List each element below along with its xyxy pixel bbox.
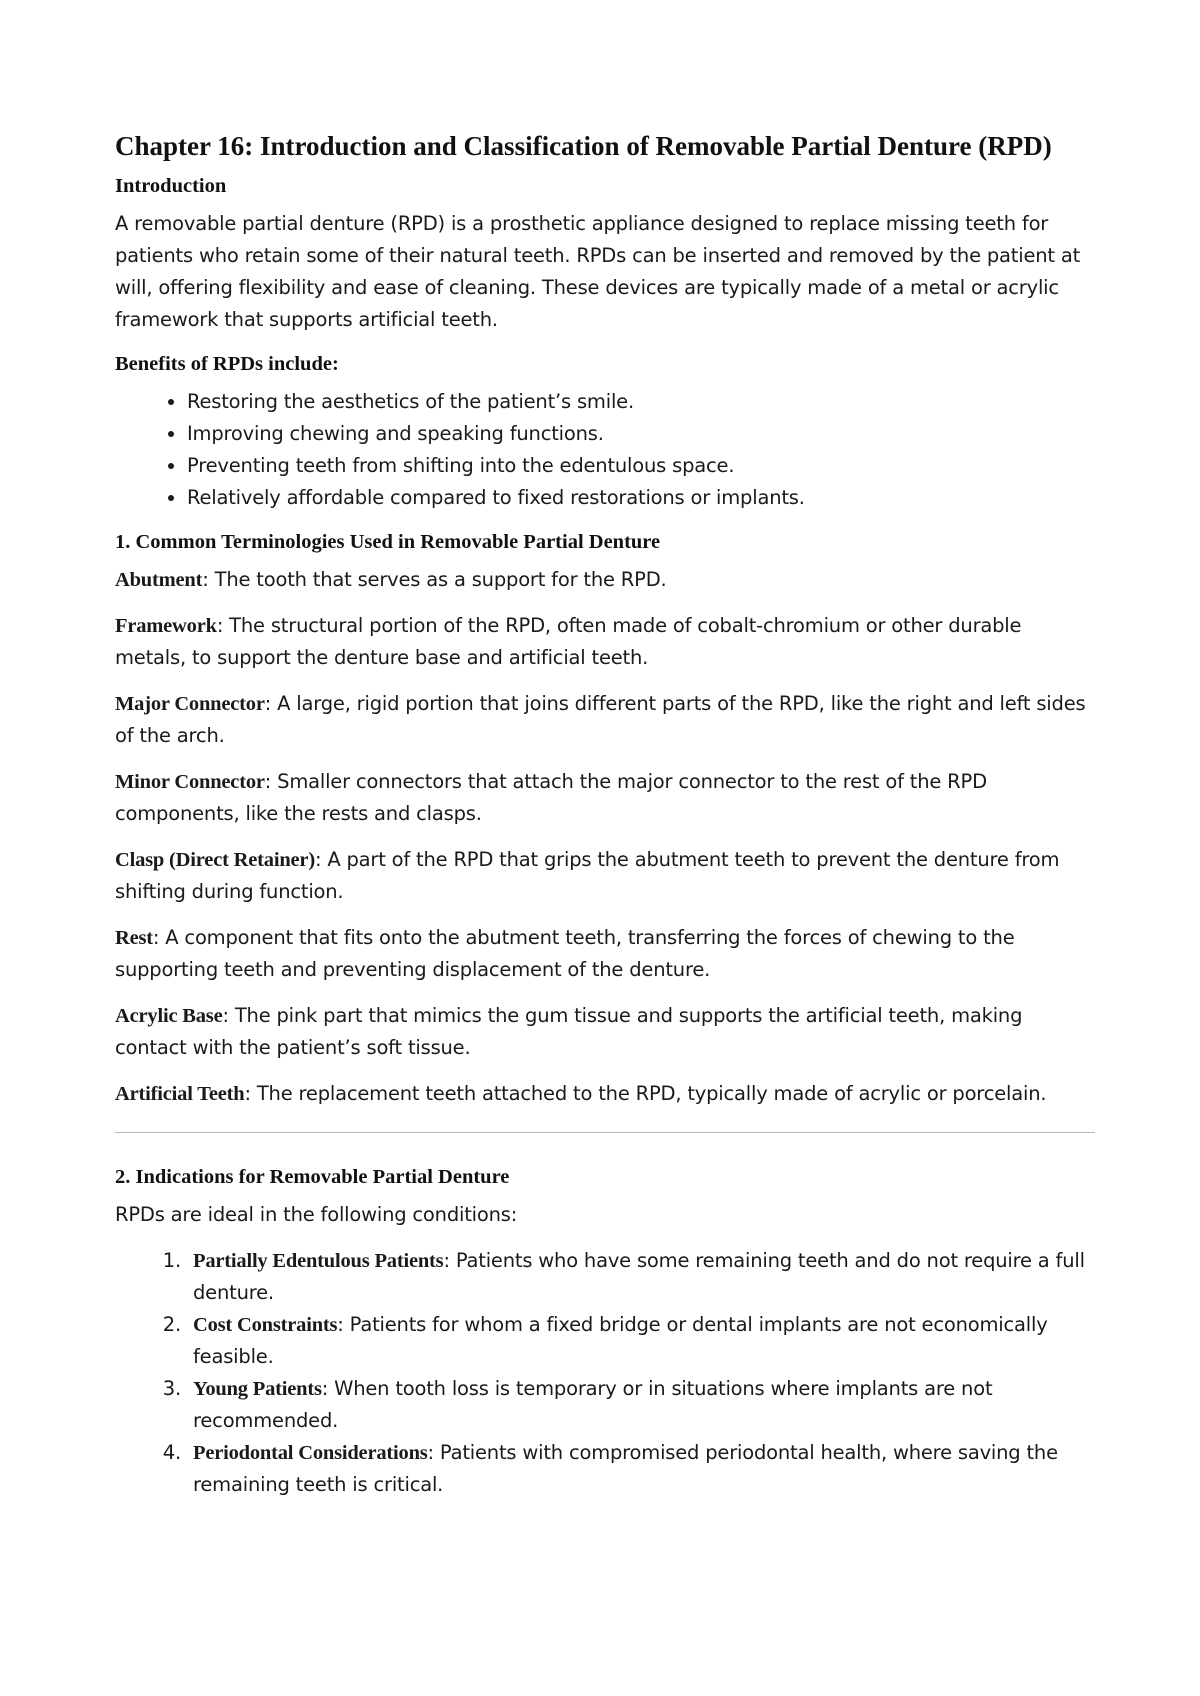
term-entry <box>115 564 1095 596</box>
term-name: Framework <box>115 615 217 637</box>
benefit-item: • Restoring the aesthetics of the patient’s smile. <box>187 386 1095 418</box>
term-name: Artificial Teeth <box>115 1083 245 1105</box>
term-entry <box>115 844 1095 908</box>
indication-item <box>187 1373 1095 1437</box>
section-divider <box>115 1132 1095 1133</box>
benefit-item: • Relatively affordable compared to fixed restorations or implants. <box>187 482 1095 514</box>
intro-paragraph: A removable partial denture (RPD) is a prosthetic appliance designed to replace missing teeth for patients who retain some of their natural teeth. RPDs can be inserted and removed by the patient at will, offering flexibility and ease of cleaning. These devices are typically made of a metal or acrylic framework that supports artificial teeth. <box>115 212 1081 331</box>
term-entry <box>115 1078 1095 1110</box>
indication-text: : Patients with compromised periodontal health, where saving the remaining teeth is critical. <box>193 1441 1058 1496</box>
term-name: Major Connector <box>115 693 265 715</box>
terminology-heading: 1. Common Terminologies Used in Removable Partial Denture <box>115 531 661 553</box>
benefits-list <box>115 386 1095 514</box>
term-entry <box>115 688 1095 752</box>
term-definition: : Smaller connectors that attach the major connector to the rest of the RPD components, like the rests and clasps. <box>115 770 987 825</box>
term-name: Abutment <box>115 569 203 591</box>
term-name: Acrylic Base <box>115 1005 223 1027</box>
term-name: Minor Connector <box>115 771 265 793</box>
indication-item <box>187 1309 1095 1373</box>
document-page <box>115 128 1095 1515</box>
term-definition: : The tooth that serves as a support for the RPD. <box>202 568 667 591</box>
term-name: Rest <box>115 927 153 949</box>
benefits-heading: Benefits of RPDs include: <box>115 353 339 375</box>
term-entry <box>115 922 1095 986</box>
term-entry <box>115 610 1095 674</box>
term-definition: : A large, rigid portion that joins different parts of the RPD, like the right and left sides of the arch. <box>115 692 1086 747</box>
indication-text: : When tooth loss is temporary or in situations where implants are not recommended. <box>193 1377 993 1432</box>
benefit-item: • Improving chewing and speaking functions. <box>187 418 1095 450</box>
indication-item <box>187 1245 1095 1309</box>
term-entry <box>115 766 1095 830</box>
indication-title: Young Patients <box>193 1378 322 1400</box>
indication-text: : Patients who have some remaining teeth and do not require a full denture. <box>193 1249 1085 1304</box>
indication-text: : Patients for whom a fixed bridge or dental implants are not economically feasible. <box>193 1313 1048 1368</box>
term-definition: : The structural portion of the RPD, often made of cobalt-chromium or other durable metals, to support the denture base and artificial teeth. <box>115 614 1022 669</box>
term-definition: : A part of the RPD that grips the abutment teeth to prevent the denture from shifting during function. <box>115 848 1060 903</box>
indication-title: Periodontal Considerations <box>193 1442 428 1464</box>
term-definition: : The pink part that mimics the gum tissue and supports the artificial teeth, making contact with the patient’s soft tissue. <box>115 1004 1023 1059</box>
indication-title: Partially Edentulous Patients <box>193 1250 444 1272</box>
chapter-title: Chapter 16: Introduction and Classification of Removable Partial Denture (RPD) <box>115 131 1052 161</box>
indication-title: Cost Constraints <box>193 1314 338 1336</box>
intro-heading: Introduction <box>115 175 227 197</box>
indications-list <box>115 1245 1095 1501</box>
term-definition: : A component that fits onto the abutment teeth, transferring the forces of chewing to the supporting teeth and preventing displacement of the denture. <box>115 926 1015 981</box>
indications-intro: RPDs are ideal in the following conditions: <box>115 1203 518 1226</box>
benefit-item: • Preventing teeth from shifting into the edentulous space. <box>187 450 1095 482</box>
indication-item <box>187 1437 1095 1501</box>
term-name: Clasp (Direct Retainer) <box>115 849 315 871</box>
term-entry <box>115 1000 1095 1064</box>
term-definition: : The replacement teeth attached to the RPD, typically made of acrylic or porcelain. <box>244 1082 1047 1105</box>
indications-heading: 2. Indications for Removable Partial Denture <box>115 1166 510 1188</box>
